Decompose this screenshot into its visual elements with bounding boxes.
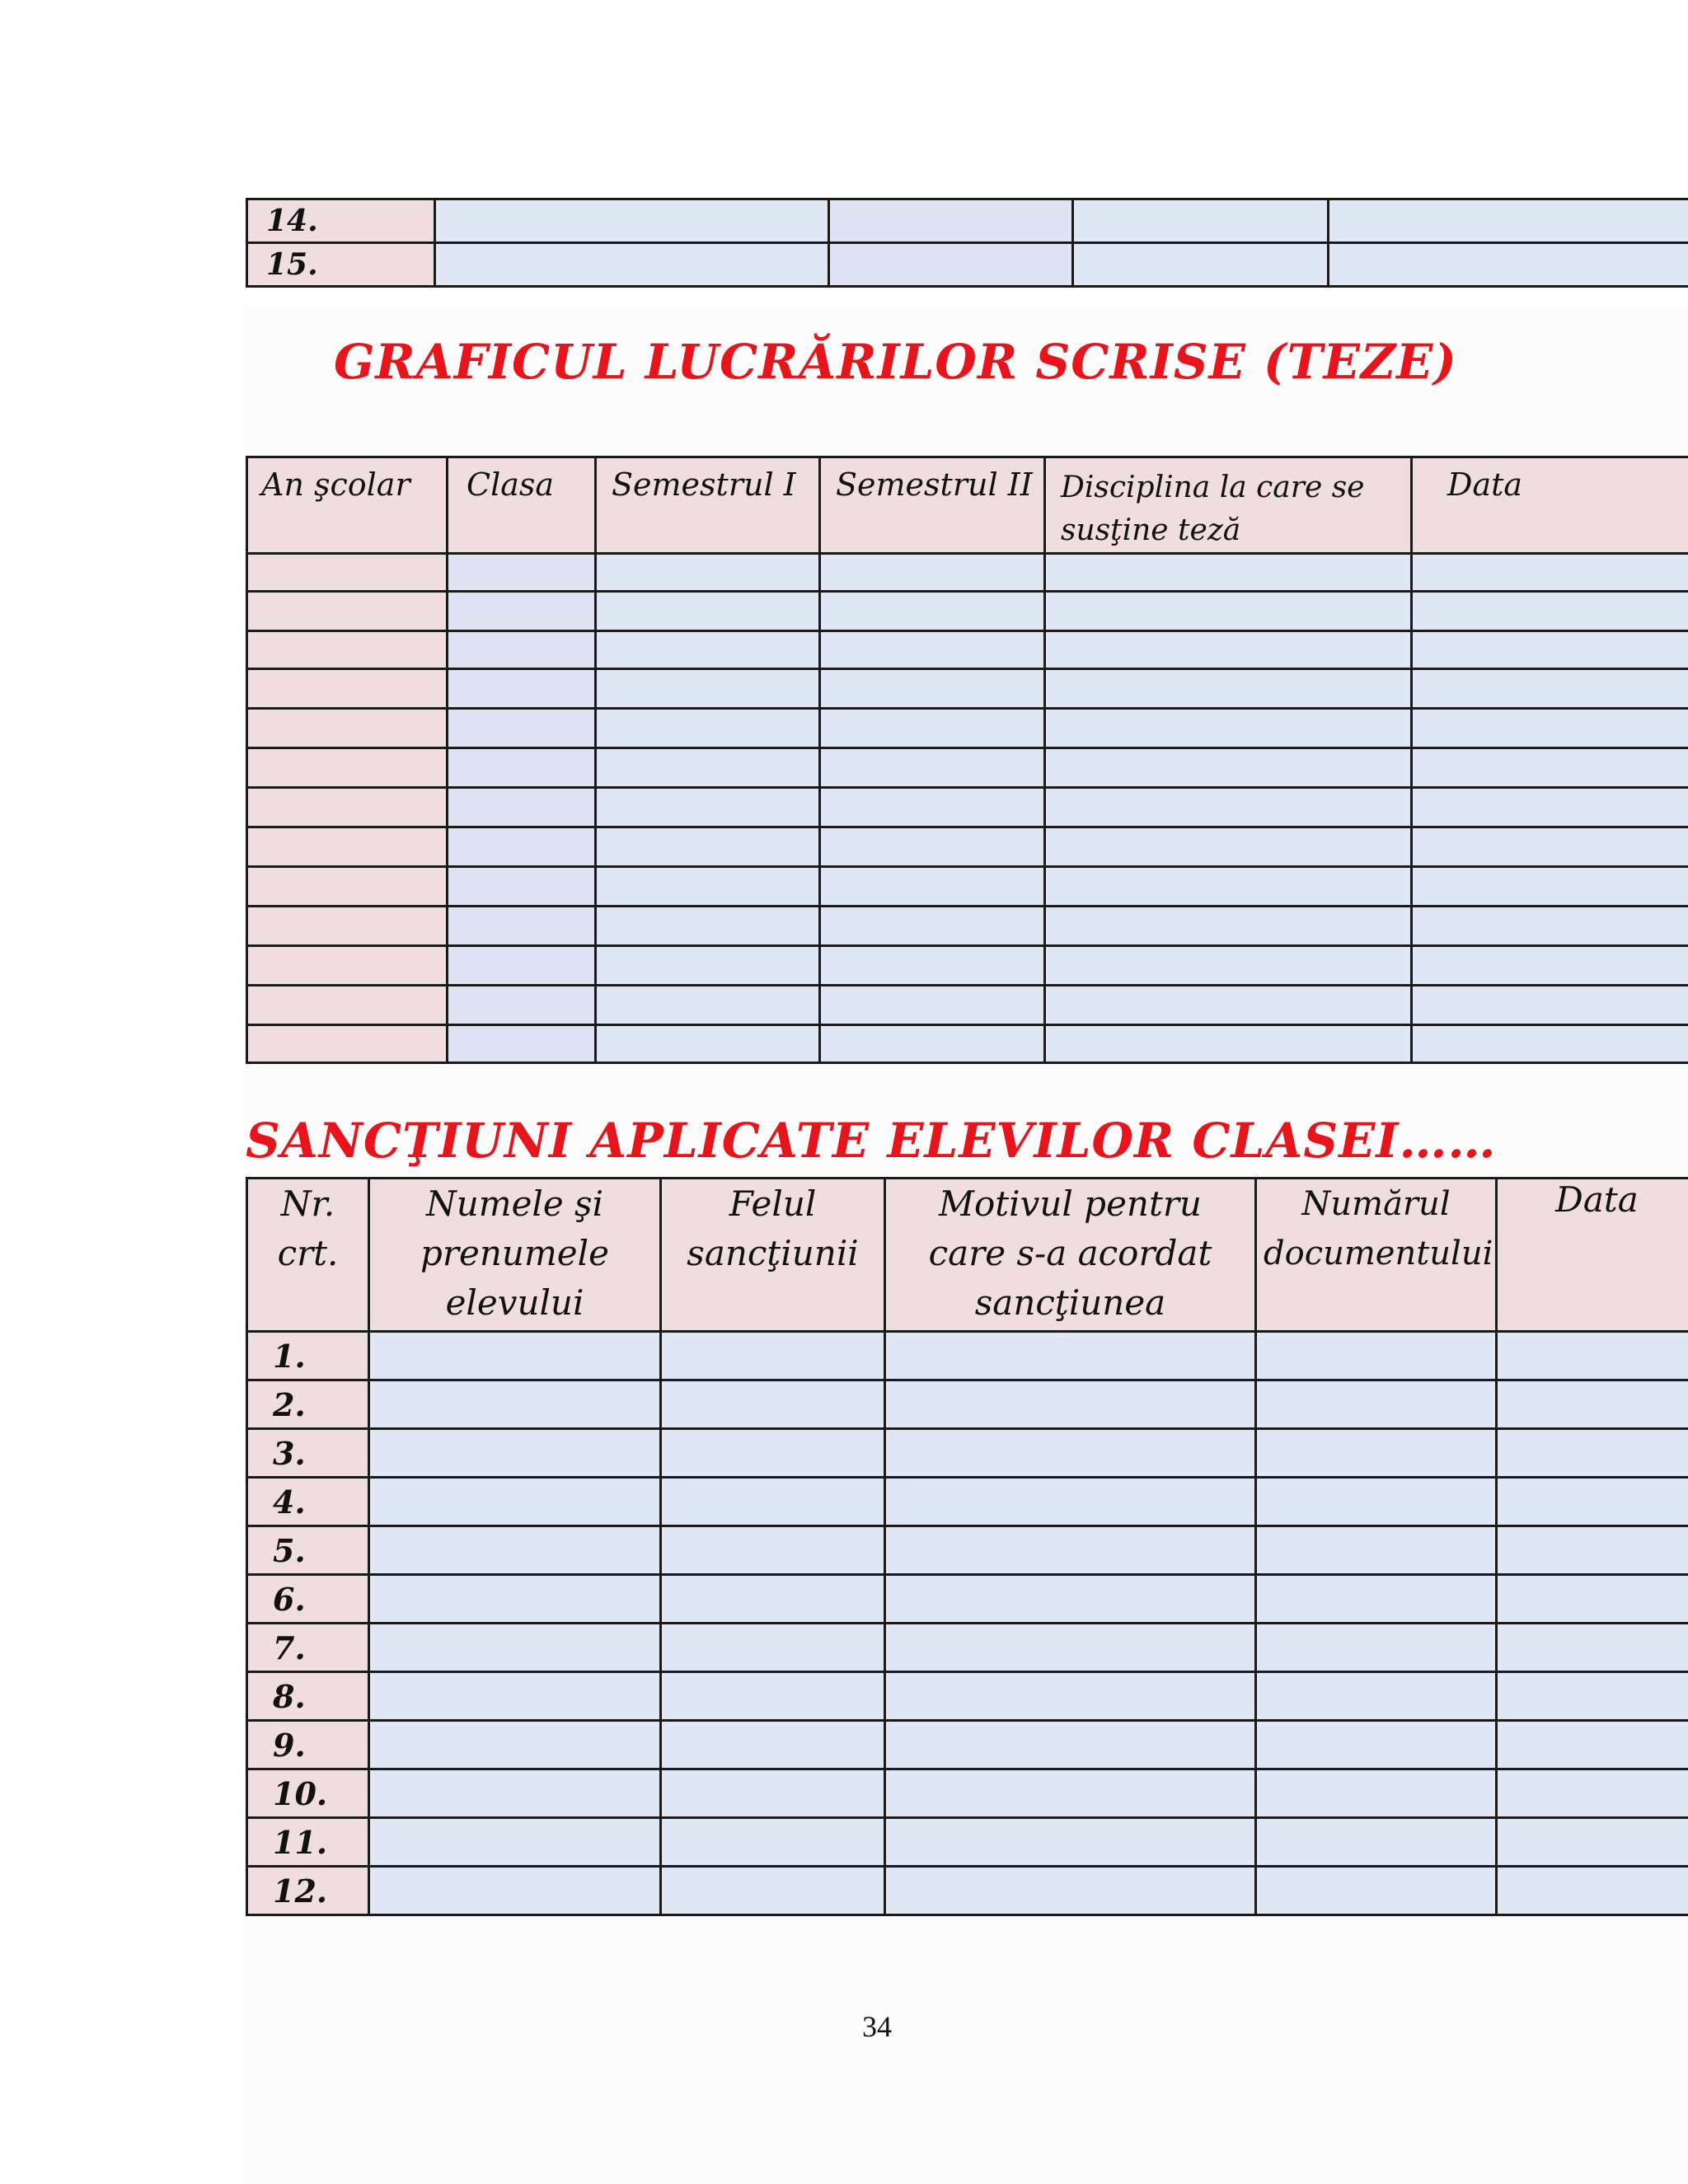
table-row: [247, 1575, 1688, 1624]
table-cell[interactable]: [369, 1380, 661, 1429]
table-cell[interactable]: [1045, 1025, 1412, 1063]
continuation-table: [246, 198, 1688, 288]
table-cell[interactable]: [1045, 631, 1412, 669]
table-row: [247, 243, 1688, 287]
table-cell[interactable]: [1073, 199, 1329, 243]
table-row: [247, 199, 1688, 243]
table-cell[interactable]: [596, 946, 820, 986]
table-cell[interactable]: [369, 1672, 661, 1721]
table-row: [247, 1672, 1688, 1721]
header-motivul: Motivul pentru care s-a acordat sancţiunea: [885, 1179, 1256, 1332]
table-cell[interactable]: [1497, 1672, 1688, 1721]
table-row: [247, 1769, 1688, 1818]
table-cell[interactable]: [820, 867, 1045, 907]
table-cell[interactable]: [1045, 592, 1412, 631]
table-row: [247, 554, 1688, 592]
table-cell[interactable]: [247, 1025, 448, 1063]
table-cell[interactable]: [661, 1867, 885, 1915]
table-cell[interactable]: [1256, 1478, 1497, 1526]
header-semestrul-1: Semestrul I: [596, 457, 820, 554]
table-cell[interactable]: [1045, 986, 1412, 1025]
table-cell[interactable]: [820, 709, 1045, 748]
table-cell[interactable]: [369, 1818, 661, 1867]
table-cell[interactable]: [1412, 631, 1688, 669]
table-cell[interactable]: [596, 669, 820, 709]
header-data: Data: [1497, 1179, 1688, 1332]
table-cell[interactable]: [247, 669, 448, 709]
table-row: [247, 907, 1688, 946]
table-row: [247, 1332, 1688, 1380]
table-cell[interactable]: [661, 1526, 885, 1575]
header-numarul: Numărul documentului: [1256, 1179, 1497, 1332]
table-cell[interactable]: [820, 986, 1045, 1025]
table-cell[interactable]: [885, 1672, 1256, 1721]
table-cell[interactable]: [1329, 243, 1688, 287]
header-nr-crt: Nr. crt.: [247, 1179, 369, 1332]
table-row: [247, 1429, 1688, 1478]
table-cell[interactable]: [369, 1526, 661, 1575]
table-cell[interactable]: [661, 1478, 885, 1526]
row-number: 9.: [247, 1721, 369, 1769]
table-cell[interactable]: [1497, 1429, 1688, 1478]
table-row: [247, 1721, 1688, 1769]
table-cell[interactable]: [1256, 1332, 1497, 1380]
table-cell[interactable]: [1497, 1769, 1688, 1818]
table-cell[interactable]: [596, 631, 820, 669]
table-cell[interactable]: [247, 907, 448, 946]
table-cell[interactable]: [820, 669, 1045, 709]
table-cell[interactable]: [448, 827, 596, 867]
table-cell[interactable]: [1256, 1526, 1497, 1575]
table-cell[interactable]: [596, 1025, 820, 1063]
table-cell[interactable]: [1497, 1478, 1688, 1526]
table-cell[interactable]: [820, 907, 1045, 946]
header-row: [247, 457, 1688, 554]
table-cell[interactable]: [435, 243, 829, 287]
table-cell[interactable]: [448, 709, 596, 748]
row-number: 11.: [247, 1818, 369, 1867]
table-cell[interactable]: [247, 946, 448, 986]
table-cell[interactable]: [369, 1575, 661, 1624]
row-number: 14.: [247, 199, 435, 243]
table-cell[interactable]: [247, 986, 448, 1025]
table-cell[interactable]: [885, 1380, 1256, 1429]
table-cell[interactable]: [1256, 1429, 1497, 1478]
page-number: 34: [862, 2010, 892, 2043]
table-cell[interactable]: [885, 1867, 1256, 1915]
table-cell[interactable]: [1497, 1818, 1688, 1867]
table-cell[interactable]: [1412, 748, 1688, 788]
header-felul: Felul sancţiunii: [661, 1179, 885, 1332]
table-cell[interactable]: [1256, 1818, 1497, 1867]
table-cell[interactable]: [247, 631, 448, 669]
table-cell[interactable]: [885, 1526, 1256, 1575]
table-cell[interactable]: [448, 1025, 596, 1063]
table-cell[interactable]: [448, 669, 596, 709]
table-cell[interactable]: [1412, 554, 1688, 592]
table-row: [247, 1624, 1688, 1672]
table-row: [247, 1380, 1688, 1429]
table-cell[interactable]: [1256, 1624, 1497, 1672]
row-number: 8.: [247, 1672, 369, 1721]
table-cell[interactable]: [661, 1721, 885, 1769]
table-cell[interactable]: [1412, 592, 1688, 631]
header-clasa: Clasa: [448, 457, 596, 554]
table-row: [247, 867, 1688, 907]
table-cell[interactable]: [1045, 946, 1412, 986]
table-cell[interactable]: [661, 1818, 885, 1867]
table-cell[interactable]: [448, 554, 596, 592]
table-cell[interactable]: [1412, 709, 1688, 748]
table-cell[interactable]: [1497, 1380, 1688, 1429]
table-cell[interactable]: [247, 592, 448, 631]
table-cell[interactable]: [1045, 788, 1412, 827]
table-cell[interactable]: [820, 554, 1045, 592]
table-cell[interactable]: [247, 788, 448, 827]
table-cell[interactable]: [1256, 1867, 1497, 1915]
table-cell[interactable]: [596, 907, 820, 946]
table-cell[interactable]: [596, 986, 820, 1025]
table-cell[interactable]: [1045, 827, 1412, 867]
table-cell[interactable]: [247, 709, 448, 748]
table-cell[interactable]: [247, 827, 448, 867]
row-number: 12.: [247, 1867, 369, 1915]
table-row: [247, 631, 1688, 669]
table-cell[interactable]: [820, 592, 1045, 631]
row-number: 3.: [247, 1429, 369, 1478]
table-cell[interactable]: [1256, 1672, 1497, 1721]
table-cell[interactable]: [885, 1575, 1256, 1624]
table-cell[interactable]: [661, 1429, 885, 1478]
table-cell[interactable]: [820, 1025, 1045, 1063]
table-cell[interactable]: [1045, 554, 1412, 592]
table-cell[interactable]: [885, 1769, 1256, 1818]
table-cell[interactable]: [435, 199, 829, 243]
table-row: [247, 788, 1688, 827]
table-cell[interactable]: [369, 1769, 661, 1818]
table-cell[interactable]: [247, 748, 448, 788]
table-cell[interactable]: [369, 1721, 661, 1769]
table-cell[interactable]: [1412, 986, 1688, 1025]
table-cell[interactable]: [885, 1624, 1256, 1672]
table-row: [247, 592, 1688, 631]
header-disciplina: Disciplina la care se susţine teză: [1045, 457, 1412, 554]
row-number: 2.: [247, 1380, 369, 1429]
teze-table: [246, 456, 1688, 1064]
header-an-scolar: An şcolar: [247, 457, 448, 554]
header-row: [247, 1179, 1688, 1332]
table-cell[interactable]: [1256, 1769, 1497, 1818]
table-cell[interactable]: [820, 748, 1045, 788]
table-cell[interactable]: [1045, 907, 1412, 946]
table-cell[interactable]: [885, 1818, 1256, 1867]
table-cell[interactable]: [448, 748, 596, 788]
table-cell[interactable]: [829, 199, 1073, 243]
row-number: 10.: [247, 1769, 369, 1818]
header-data: Data: [1412, 457, 1688, 554]
table-cell[interactable]: [1045, 867, 1412, 907]
table-cell[interactable]: [820, 946, 1045, 986]
table-cell[interactable]: [596, 788, 820, 827]
table-cell[interactable]: [661, 1380, 885, 1429]
row-number: 15.: [247, 243, 435, 287]
table-cell[interactable]: [661, 1672, 885, 1721]
table-cell[interactable]: [369, 1867, 661, 1915]
table-cell[interactable]: [596, 748, 820, 788]
table-cell[interactable]: [596, 867, 820, 907]
table-cell[interactable]: [596, 827, 820, 867]
table-cell[interactable]: [1412, 788, 1688, 827]
table-cell[interactable]: [1412, 1025, 1688, 1063]
table-cell[interactable]: [1497, 1575, 1688, 1624]
table-cell[interactable]: [820, 827, 1045, 867]
table-cell[interactable]: [1256, 1575, 1497, 1624]
table-cell[interactable]: [885, 1429, 1256, 1478]
table-row: [247, 1867, 1688, 1915]
header-numele: Numele şi prenumele elevului: [369, 1179, 661, 1332]
table-cell[interactable]: [1497, 1721, 1688, 1769]
table-row: [247, 986, 1688, 1025]
table-cell[interactable]: [596, 592, 820, 631]
table-cell[interactable]: [1497, 1332, 1688, 1380]
header-semestrul-2: Semestrul II: [820, 457, 1045, 554]
row-number: 1.: [247, 1332, 369, 1380]
table-cell[interactable]: [1073, 243, 1329, 287]
table-cell[interactable]: [1329, 199, 1688, 243]
table-cell[interactable]: [885, 1721, 1256, 1769]
table-cell[interactable]: [885, 1332, 1256, 1380]
table-cell[interactable]: [820, 788, 1045, 827]
table-cell[interactable]: [369, 1478, 661, 1526]
table-cell[interactable]: [1256, 1721, 1497, 1769]
table-cell[interactable]: [1256, 1380, 1497, 1429]
table-cell[interactable]: [661, 1624, 885, 1672]
sanctiuni-table: [246, 1177, 1688, 1916]
table-cell[interactable]: [1045, 748, 1412, 788]
row-number: 4.: [247, 1478, 369, 1526]
table-cell[interactable]: [885, 1478, 1256, 1526]
table-cell[interactable]: [1412, 907, 1688, 946]
table-row: [247, 827, 1688, 867]
table-cell[interactable]: [1412, 827, 1688, 867]
table-cell[interactable]: [596, 554, 820, 592]
table-cell[interactable]: [829, 243, 1073, 287]
row-number: 6.: [247, 1575, 369, 1624]
table-cell[interactable]: [1412, 867, 1688, 907]
table-row: [247, 748, 1688, 788]
table-cell[interactable]: [1412, 946, 1688, 986]
table-row: [247, 1818, 1688, 1867]
teze-title: GRAFICUL LUCRĂRILOR SCRISE (TEZE): [334, 334, 1457, 390]
table-cell[interactable]: [1497, 1867, 1688, 1915]
table-cell[interactable]: [596, 709, 820, 748]
table-row: [247, 1025, 1688, 1063]
table-cell[interactable]: [448, 946, 596, 986]
table-cell[interactable]: [247, 554, 448, 592]
row-number: 7.: [247, 1624, 369, 1672]
table-cell[interactable]: [448, 867, 596, 907]
table-cell[interactable]: [369, 1624, 661, 1672]
table-row: [247, 1478, 1688, 1526]
table-cell[interactable]: [1497, 1624, 1688, 1672]
table-cell[interactable]: [1045, 669, 1412, 709]
table-cell[interactable]: [448, 986, 596, 1025]
table-cell[interactable]: [661, 1332, 885, 1380]
table-cell[interactable]: [661, 1769, 885, 1818]
table-cell[interactable]: [1045, 709, 1412, 748]
table-cell[interactable]: [448, 592, 596, 631]
table-cell[interactable]: [820, 631, 1045, 669]
table-row: [247, 709, 1688, 748]
table-cell[interactable]: [448, 907, 596, 946]
table-row: [247, 946, 1688, 986]
table-cell[interactable]: [369, 1429, 661, 1478]
table-cell[interactable]: [247, 867, 448, 907]
sanctiuni-title: SANCŢIUNI APLICATE ELEVILOR CLASEI……: [246, 1113, 1497, 1169]
table-cell[interactable]: [661, 1575, 885, 1624]
table-row: [247, 1526, 1688, 1575]
table-cell[interactable]: [1497, 1526, 1688, 1575]
table-cell[interactable]: [1412, 669, 1688, 709]
table-cell[interactable]: [448, 631, 596, 669]
table-cell[interactable]: [369, 1332, 661, 1380]
table-cell[interactable]: [448, 788, 596, 827]
table-row: [247, 669, 1688, 709]
row-number: 5.: [247, 1526, 369, 1575]
